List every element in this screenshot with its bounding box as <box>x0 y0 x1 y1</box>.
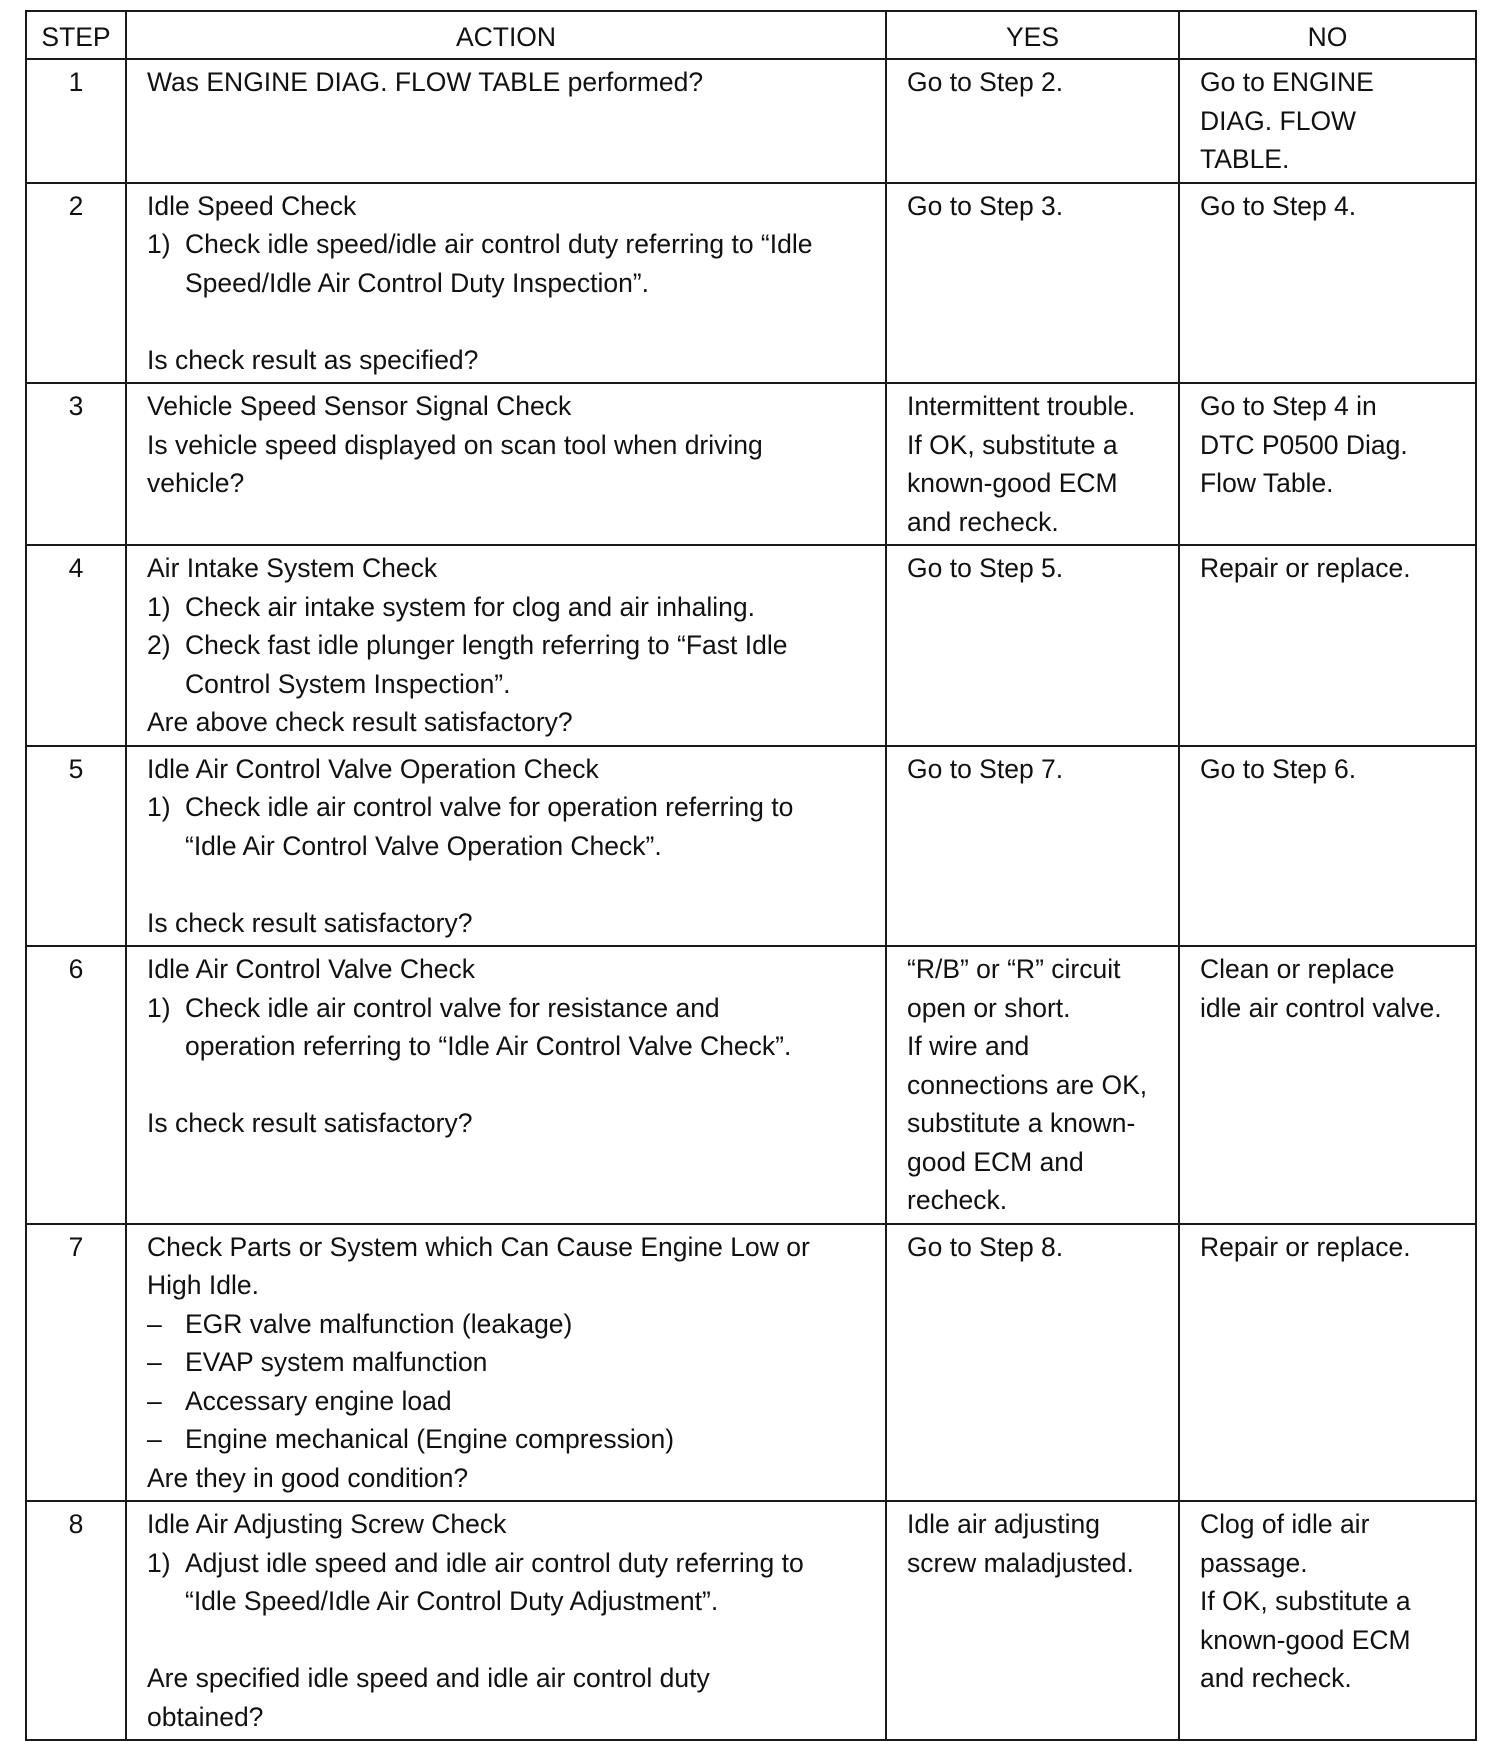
no-text: Clog of idle air passage. If OK, substitute a known-good ECM and recheck. <box>1200 1509 1411 1693</box>
header-no: NO <box>1179 11 1476 59</box>
action-cell <box>126 1224 886 1502</box>
action-title: Idle Air Control Valve Operation Check <box>147 753 599 784</box>
step-number: 6 <box>26 946 126 1224</box>
no-cell <box>1179 383 1476 545</box>
action-title: Idle Speed Check <box>147 190 357 221</box>
yes-text: Go to Step 8. <box>907 1231 1064 1262</box>
action-title: Check Parts or System which Can Cause Engine Low or High Idle. <box>147 1231 810 1300</box>
no-cell <box>1179 183 1476 384</box>
item-marker: 1) <box>147 1547 171 1578</box>
no-text: Repair or replace. <box>1200 1231 1411 1262</box>
item-marker: 1) <box>147 591 171 622</box>
header-step: STEP <box>26 11 126 59</box>
item-text: Check air intake system for clog and air inhaling. <box>185 591 756 622</box>
yes-text: “R/B” or “R” circuit open or short. If wire and connections are OK, substitute a known- good ECM and recheck. <box>907 954 1148 1215</box>
action-item <box>147 989 877 1066</box>
action-question: Is vehicle speed displayed on scan tool when driving vehicle? <box>147 429 763 498</box>
yes-text: Go to Step 2. <box>907 67 1064 97</box>
yes-text: Idle air adjusting screw maladjusted. <box>907 1509 1134 1578</box>
yes-text: Intermittent trouble. If OK, substitute a known-good ECM and recheck. <box>907 391 1136 537</box>
action-item <box>147 626 877 703</box>
action-title: Idle Air Control Valve Check <box>147 954 475 984</box>
item-text: EGR valve malfunction (leakage) <box>185 1308 573 1339</box>
yes-cell <box>886 59 1179 183</box>
step-number: 7 <box>26 1224 126 1502</box>
action-item <box>147 1305 877 1344</box>
yes-cell <box>886 383 1179 545</box>
step-number: 2 <box>26 183 126 384</box>
action-cell <box>126 183 886 384</box>
action-cell <box>126 1501 886 1740</box>
action-title: Air Intake System Check <box>147 553 438 583</box>
action-question: Are they in good condition? <box>147 1462 469 1493</box>
yes-text: Go to Step 5. <box>907 553 1064 583</box>
action-cell <box>126 383 886 545</box>
yes-cell <box>886 946 1179 1224</box>
no-text: Go to Step 4 in DTC P0500 Diag. Flow Table. <box>1200 391 1408 498</box>
step-number: 8 <box>26 1501 126 1740</box>
yes-cell <box>886 545 1179 746</box>
item-marker: – <box>147 1385 162 1416</box>
yes-text: Go to Step 7. <box>907 753 1064 784</box>
item-text: Check idle speed/idle air control duty referring to “Idle Speed/Idle Air Control Duty Inspection”. <box>185 229 813 298</box>
action-item <box>147 1544 877 1621</box>
table-row <box>26 183 1476 384</box>
action-question: Is check result as specified? <box>147 344 479 375</box>
action-question: Is check result satisfactory? <box>147 1108 473 1138</box>
table-row <box>26 383 1476 545</box>
no-cell <box>1179 946 1476 1224</box>
item-marker: – <box>147 1347 162 1377</box>
action-item <box>147 588 877 627</box>
table-row <box>26 59 1476 183</box>
action-cell <box>126 59 886 183</box>
no-text: Go to Step 4. <box>1200 190 1357 221</box>
yes-cell <box>886 746 1179 947</box>
item-text: Check idle air control valve for operation referring to “Idle Air Control Valve Operation Check”. <box>185 792 794 861</box>
action-item <box>147 225 877 302</box>
action-cell <box>126 746 886 947</box>
item-marker: – <box>147 1424 162 1454</box>
table-row <box>26 1501 1476 1740</box>
action-item <box>147 1343 877 1382</box>
item-marker: – <box>147 1308 162 1339</box>
header-action: ACTION <box>126 11 886 59</box>
no-cell <box>1179 1501 1476 1740</box>
action-question: Are specified idle speed and idle air control duty obtained? <box>147 1663 710 1732</box>
yes-text: Go to Step 3. <box>907 190 1064 221</box>
item-text: Check fast idle plunger length referring to “Fast Idle Control System Inspection”. <box>185 630 788 699</box>
table-row <box>26 1224 1476 1502</box>
item-text: EVAP system malfunction <box>185 1347 488 1377</box>
no-cell <box>1179 746 1476 947</box>
action-question: Are above check result satisfactory? <box>147 707 573 737</box>
item-text: Accessary engine load <box>185 1385 452 1416</box>
yes-cell <box>886 183 1179 384</box>
item-text: Check idle air control valve for resistance and operation referring to “Idle Air Control Valve Check”. <box>185 992 792 1061</box>
no-text: Go to Step 6. <box>1200 753 1357 784</box>
item-text: Engine mechanical (Engine compression) <box>185 1424 675 1454</box>
header-yes: YES <box>886 11 1179 59</box>
diagnostic-flow-table <box>25 10 1477 1741</box>
table-row <box>26 545 1476 746</box>
table-row <box>26 746 1476 947</box>
item-marker: 1) <box>147 792 171 822</box>
yes-cell <box>886 1501 1179 1740</box>
no-text: Go to ENGINE DIAG. FLOW TABLE. <box>1200 67 1374 174</box>
no-cell <box>1179 545 1476 746</box>
table-row <box>26 946 1476 1224</box>
item-marker: 1) <box>147 992 171 1023</box>
no-cell <box>1179 59 1476 183</box>
action-cell <box>126 946 886 1224</box>
action-title: Was ENGINE DIAG. FLOW TABLE performed? <box>147 67 704 97</box>
no-cell <box>1179 1224 1476 1502</box>
action-title: Idle Air Adjusting Screw Check <box>147 1509 507 1539</box>
step-number: 4 <box>26 545 126 746</box>
yes-cell <box>886 1224 1179 1502</box>
no-text: Repair or replace. <box>1200 553 1411 583</box>
action-item <box>147 788 877 865</box>
item-text: Adjust idle speed and idle air control duty referring to “Idle Speed/Idle Air Control Duty Adjustment”. <box>185 1547 804 1616</box>
step-number: 1 <box>26 59 126 183</box>
action-item <box>147 1420 877 1459</box>
action-cell <box>126 545 886 746</box>
action-question: Is check result satisfactory? <box>147 907 473 938</box>
item-marker: 1) <box>147 229 171 259</box>
step-number: 3 <box>26 383 126 545</box>
no-text: Clean or replace idle air control valve. <box>1200 954 1442 1023</box>
table-header-row <box>26 11 1476 59</box>
item-marker: 2) <box>147 630 171 660</box>
action-title: Vehicle Speed Sensor Signal Check <box>147 391 572 421</box>
action-item <box>147 1382 877 1421</box>
step-number: 5 <box>26 746 126 947</box>
